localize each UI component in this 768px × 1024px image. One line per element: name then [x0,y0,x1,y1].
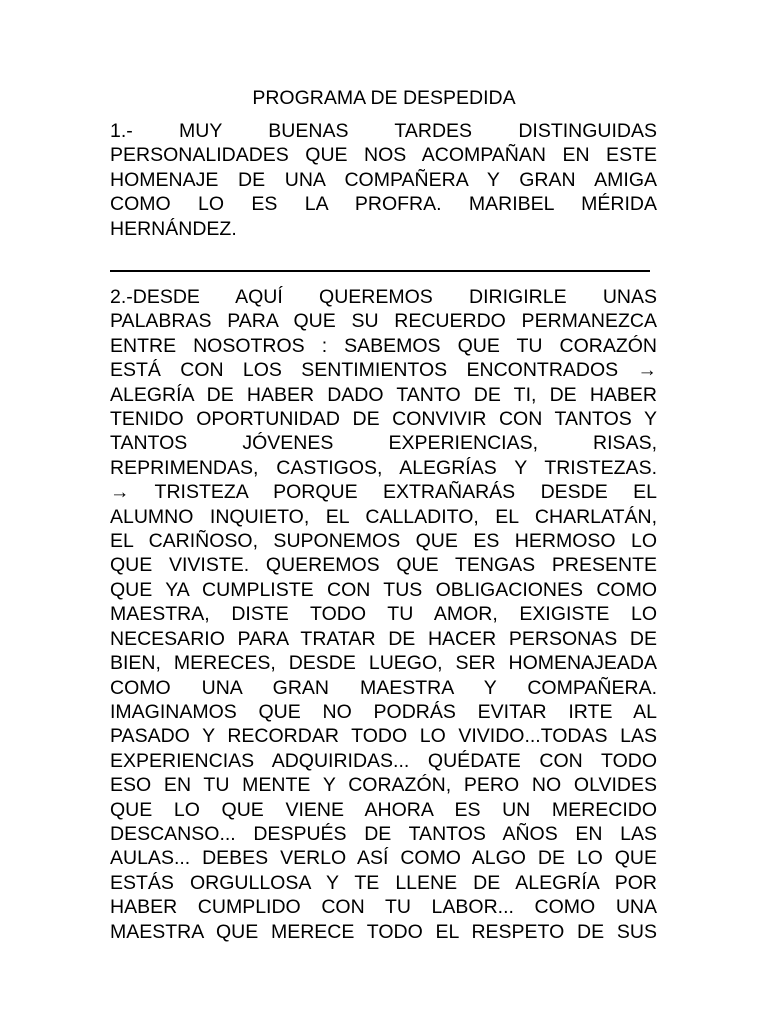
text-line: HABER CUMPLIDO CON TU LABOR... COMO UNA [110,896,657,919]
page-title: PROGRAMA DE DESPEDIDA [252,87,516,109]
text-line: ESTÁS ORGULLOSA Y TE LLENE DE ALEGRÍA POR [110,871,657,894]
text-line: 1.- MUY BUENAS TARDES DISTINGUIDAS [110,120,657,142]
text-line: DESCANSO... DESPUÉS DE TANTOS AÑOS EN LAS [110,822,657,845]
text-line: ESTÁ CON LOS SENTIMIENTOS ENCONTRADOS → [110,359,657,382]
text-line: ALUMNO INQUIETO, EL CALLADITO, EL CHARLATÁN, [110,505,657,528]
text-line: ESO EN TU MENTE Y CORAZÓN, PERO NO OLVIDES [110,774,657,797]
text-line: 2.-DESDE AQUÍ QUEREMOS DIRIGIRLE UNAS [110,286,657,308]
text-line: MAESTRA, DISTE TODO TU AMOR, EXIGISTE LO [110,603,657,626]
text-line: QUE LO QUE VIENE AHORA ES UN MERECIDO [110,798,657,821]
text-line: ALEGRÍA DE HABER DADO TANTO DE TI, DE HABER [110,383,657,406]
text-line: HERNÁNDEZ. [110,217,237,240]
paragraph-2 [110,285,657,944]
text-line: AULAS... DEBES VERLO ASÍ COMO ALGO DE LO QUE [110,847,657,870]
text-line: HOMENAJE DE UNA COMPAÑERA Y GRAN AMIGA [110,168,657,191]
text-line: PERSONALIDADES QUE NOS ACOMPAÑAN EN ESTE [110,144,657,167]
text-line: BIEN, MERECES, DESDE LUEGO, SER HOMENAJEADA [110,652,657,675]
text-line: QUE VIVISTE. QUEREMOS QUE TENGAS PRESENTE [110,554,657,577]
text-line: EXPERIENCIAS ADQUIRIDAS... QUÉDATE CON TODO [110,749,657,772]
paragraph-1 [110,119,657,241]
horizontal-rule [110,270,650,272]
text-line: MAESTRA QUE MERECE TODO EL RESPETO DE SUS [110,920,657,943]
text-line: REPRIMENDAS, CASTIGOS, ALEGRÍAS Y TRISTEZAS. [110,456,657,479]
text-line: TANTOS JÓVENES EXPERIENCIAS, RISAS, [110,432,657,455]
text-line: PALABRAS PARA QUE SU RECUERDO PERMANEZCA [110,310,657,333]
text-line: COMO LO ES LA PROFRA. MARIBEL MÉRIDA [110,193,657,216]
text-line: ENTRE NOSOTROS : SABEMOS QUE TU CORAZÓN [110,334,657,357]
text-line: TENIDO OPORTUNIDAD DE CONVIVIR CON TANTOS Y [110,408,657,431]
text-line: EL CARIÑOSO, SUPONEMOS QUE ES HERMOSO LO [110,530,657,553]
text-line: IMAGINAMOS QUE NO PODRÁS EVITAR IRTE AL [110,700,657,723]
text-line: QUE YA CUMPLISTE CON TUS OBLIGACIONES COMO [110,578,657,601]
text-line: NECESARIO PARA TRATAR DE HACER PERSONAS DE [110,627,657,650]
text-line: → TRISTEZA PORQUE EXTRAÑARÁS DESDE EL [110,481,657,504]
text-line: COMO UNA GRAN MAESTRA Y COMPAÑERA. [110,676,657,699]
text-line: PASADO Y RECORDAR TODO LO VIVIDO...TODAS LAS [110,725,657,748]
